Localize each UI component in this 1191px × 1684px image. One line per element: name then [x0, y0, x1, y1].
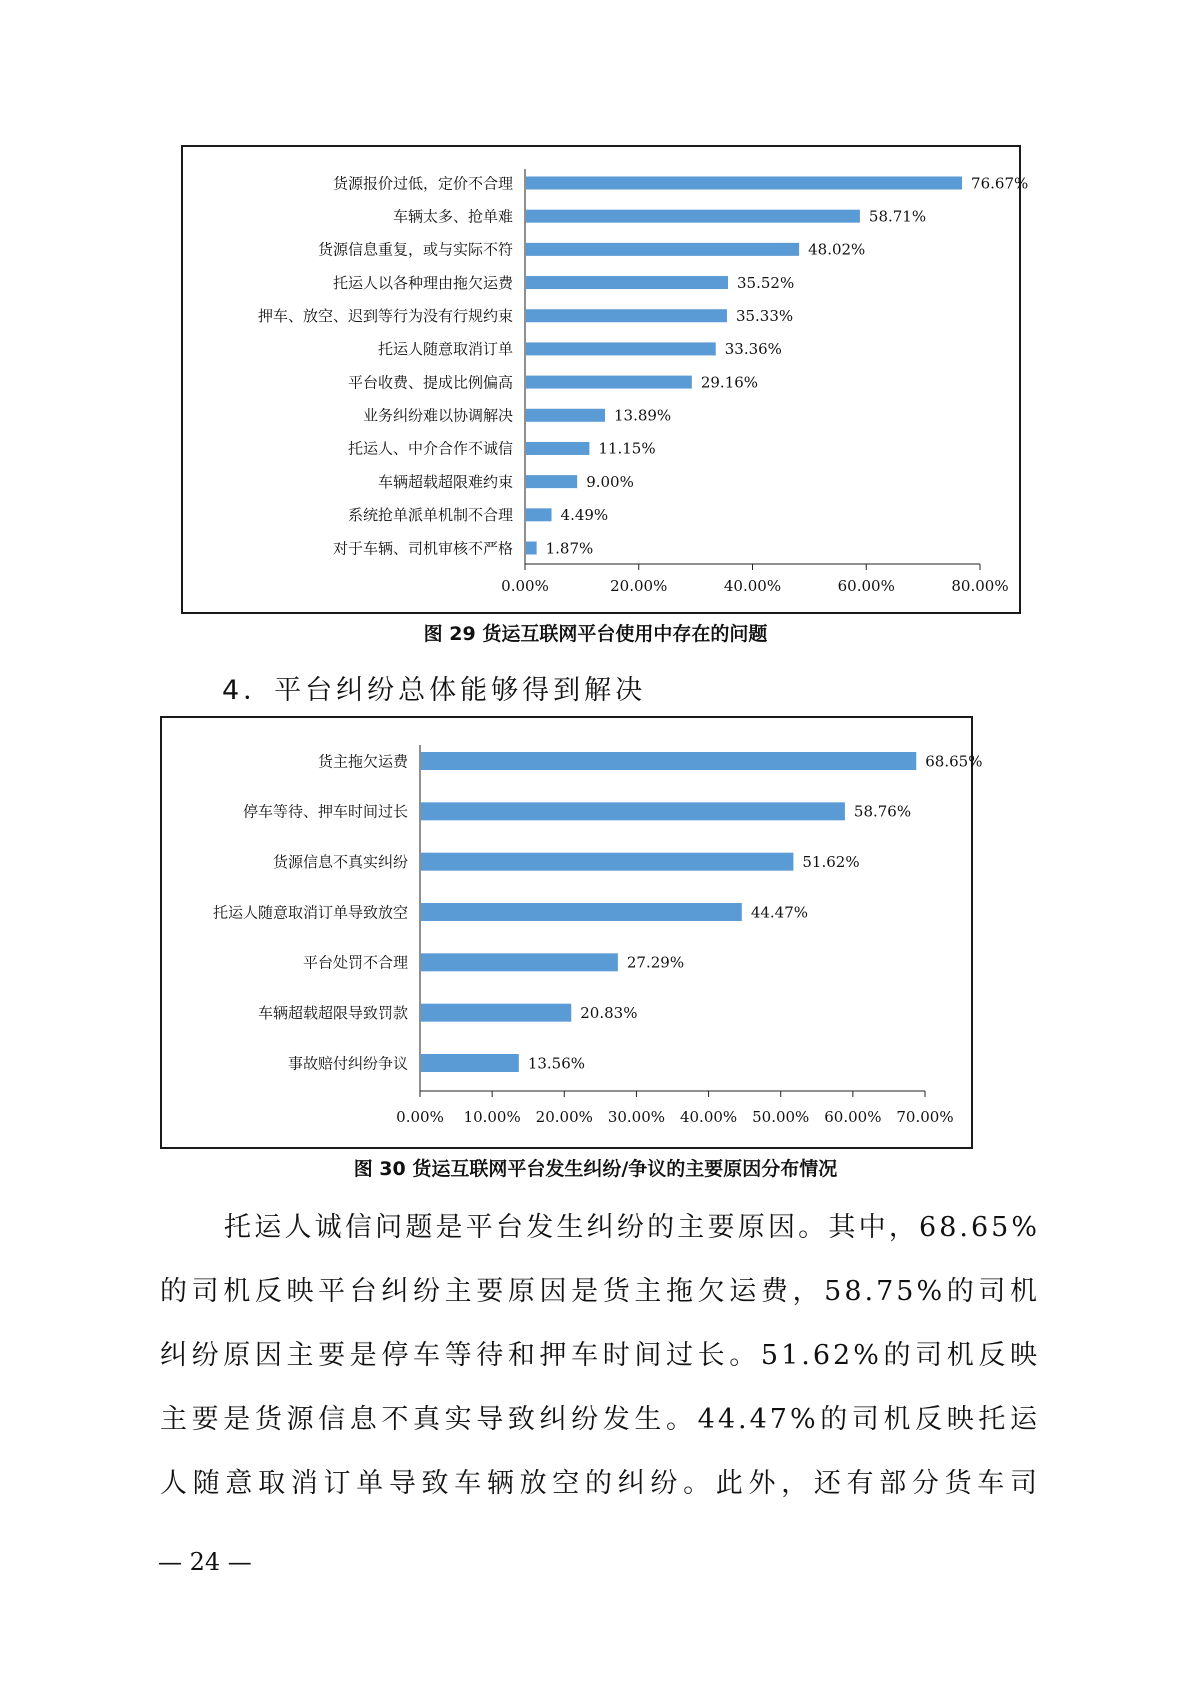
- category-label: 车辆超载超限导致罚款: [257, 1003, 408, 1022]
- category-label: 平台处罚不合理: [302, 953, 408, 972]
- x-tick-label: 40.00%: [679, 1108, 738, 1126]
- category-label: 系统抢单派单机制不合理: [347, 506, 513, 525]
- x-tick-label: 50.00%: [752, 1108, 810, 1126]
- bar: [421, 903, 742, 921]
- bar: [526, 342, 716, 355]
- x-tick-label: 60.00%: [837, 577, 895, 595]
- value-label: 68.65%: [925, 752, 983, 771]
- paragraph-line: 主要是货源信息不真实导致纠纷发生。44.47%的司机反映托运: [160, 1404, 1040, 1435]
- figure-29-caption: 图 29 货运互联网平台使用中存在的问题: [423, 623, 768, 645]
- paragraph-line: 托运人诚信问题是平台发生纠纷的主要原因。其中，68.65%: [224, 1212, 1040, 1243]
- category-label: 托运人随意取消订单: [377, 340, 513, 359]
- value-label: 11.15%: [598, 439, 656, 458]
- value-label: 76.67%: [971, 174, 1029, 193]
- bar: [526, 243, 799, 256]
- category-label: 事故赔付纠纷争议: [287, 1054, 408, 1073]
- paragraph-line: 人随意取消订单导致车辆放空的纠纷。此外，还有部分货车司: [160, 1468, 1040, 1499]
- chart-fig29-plot: [183, 147, 1029, 612]
- x-tick-label: 0.00%: [501, 577, 549, 595]
- bar: [526, 542, 537, 555]
- bar: [526, 276, 728, 289]
- x-tick-label: 60.00%: [824, 1108, 882, 1126]
- x-tick-label: 20.00%: [610, 577, 668, 595]
- category-label: 停车等待、押车时间过长: [242, 802, 408, 821]
- bar: [526, 177, 962, 190]
- value-label: 1.87%: [545, 539, 594, 558]
- bar: [526, 409, 605, 422]
- paragraph-line: 的司机反映平台纠纷主要原因是货主拖欠运费，58.75%的司机: [160, 1276, 1040, 1307]
- x-tick-label: 20.00%: [535, 1108, 593, 1126]
- category-label: 业务纠纷难以协调解决: [362, 406, 513, 425]
- bar: [421, 853, 793, 871]
- value-label: 27.29%: [626, 953, 685, 972]
- value-label: 9.00%: [586, 472, 634, 491]
- category-label: 车辆太多、抢单难: [392, 207, 513, 226]
- category-label: 平台收费、提成比例偏高: [347, 373, 513, 392]
- category-label: 托运人、中介合作不诚信: [347, 439, 513, 458]
- bar: [526, 210, 860, 223]
- chart-fig29: [181, 145, 1029, 614]
- bar: [526, 442, 589, 455]
- value-label: 35.33%: [735, 306, 794, 325]
- category-label: 托运人以各种理由拖欠运费: [332, 273, 513, 292]
- value-label: 35.52%: [737, 273, 795, 292]
- section-heading: 4．平台纠纷总体能够得到解决: [222, 675, 647, 706]
- bar: [421, 1004, 571, 1022]
- category-label: 押车、放空、迟到等行为没有行规约束: [257, 306, 513, 325]
- value-label: 4.49%: [560, 506, 609, 525]
- bar: [526, 508, 552, 521]
- paragraph-line: 纠纷原因主要是停车等待和押车时间过长。51.62%的司机反映: [160, 1340, 1040, 1371]
- value-label: 58.71%: [868, 207, 927, 226]
- category-label: 货源信息重复，或与实际不符: [317, 240, 513, 259]
- x-tick-label: 0.00%: [396, 1108, 444, 1126]
- x-tick-label: 70.00%: [896, 1108, 954, 1126]
- category-label: 托运人随意取消订单导致放空: [212, 903, 408, 922]
- bar: [421, 1054, 519, 1072]
- bar: [421, 953, 618, 971]
- chart-fig30: [160, 716, 983, 1149]
- chart-fig30-plot: [162, 718, 983, 1147]
- value-label: 51.62%: [802, 852, 860, 871]
- x-tick-label: 40.00%: [723, 577, 782, 595]
- value-label: 58.76%: [853, 802, 912, 821]
- bar: [421, 752, 916, 770]
- bar: [526, 376, 692, 389]
- x-tick-label: 30.00%: [607, 1108, 666, 1126]
- bar: [526, 309, 727, 322]
- figure-30-caption: 图 30 货运互联网平台发生纠纷/争议的主要原因分布情况: [353, 1158, 838, 1180]
- category-label: 货源报价过低，定价不合理: [332, 174, 513, 193]
- value-label: 33.36%: [724, 340, 782, 359]
- value-label: 20.83%: [580, 1003, 638, 1022]
- category-label: 车辆超载超限难约束: [377, 472, 513, 491]
- value-label: 44.47%: [750, 903, 809, 922]
- bar: [526, 475, 577, 488]
- value-label: 13.56%: [527, 1054, 586, 1073]
- category-label: 对于车辆、司机审核不严格: [332, 539, 513, 558]
- page-number: — 24 —: [158, 1548, 252, 1576]
- value-label: 48.02%: [808, 240, 866, 259]
- value-label: 29.16%: [700, 373, 759, 392]
- category-label: 货主拖欠运费: [317, 752, 408, 771]
- value-label: 13.89%: [613, 406, 672, 425]
- x-tick-label: 80.00%: [951, 577, 1009, 595]
- x-tick-label: 10.00%: [463, 1108, 521, 1126]
- category-label: 货源信息不真实纠纷: [272, 852, 408, 871]
- bar: [421, 802, 845, 820]
